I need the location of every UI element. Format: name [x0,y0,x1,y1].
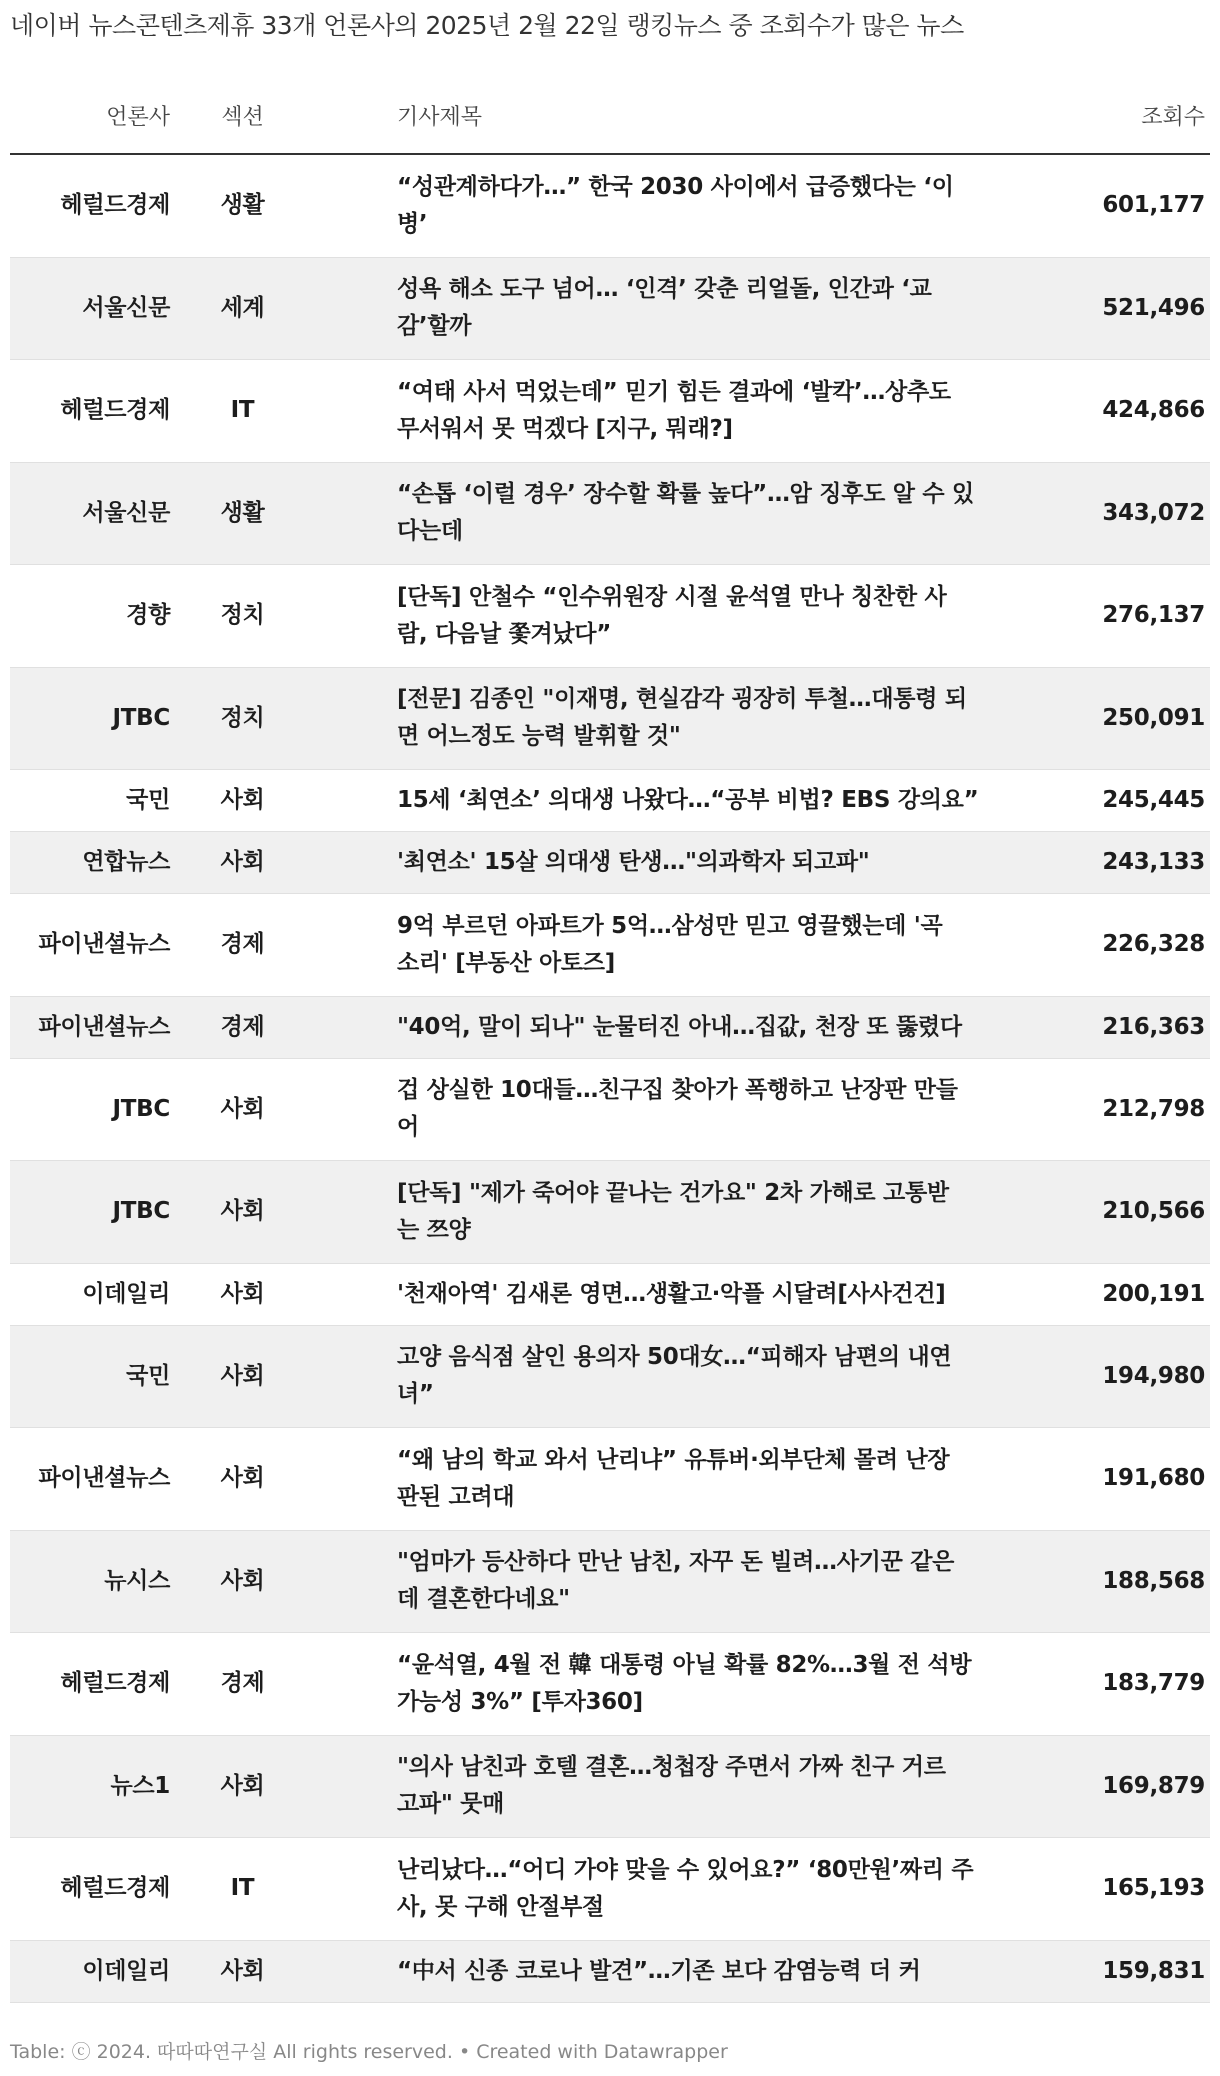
section-cell [210,1264,370,1325]
article-title-line: 람, 다음날 쫓겨났다” [397,620,612,647]
views-cell: 183,779 [1102,1670,1205,1697]
press-cell: 국민 [126,1362,170,1389]
article-title-line: 녀” [397,1381,434,1408]
views-cell: 250,091 [1102,704,1205,731]
table-row [10,1161,1210,1264]
article-title-line: 고양 음식점 살인 용의자 50대女…“피해자 남편의 내연 [397,1344,952,1371]
section-cell [210,997,370,1058]
views-cell: 210,566 [1102,1198,1205,1225]
section-label: 경제 [220,931,265,958]
title-cell [397,1326,1052,1428]
article-title [397,374,951,448]
article-title [397,1442,949,1516]
press-cell: 국민 [126,787,170,813]
views-cell: 188,568 [1102,1567,1205,1594]
article-title-line: “윤석열, 4월 전 韓 대통령 아닐 확률 82%…3월 전 석방 [397,1651,972,1678]
section-label: 사회 [220,849,265,875]
title-cell [397,1264,1052,1325]
article-title-line: [전문] 김종인 "이재명, 현실감각 굉장히 투철…대통령 되 [397,686,967,713]
section-label: 경제 [220,1013,265,1040]
section-label: 사회 [220,1362,265,1389]
table-row [10,1941,1210,2003]
section-label: 사회 [220,1198,265,1225]
table-row [10,997,1210,1059]
press-cell: JTBC [112,704,170,731]
table-header [10,95,1210,155]
article-title-line: “여태 사서 먹었는데” 믿기 힘든 결과에 ‘발칵’…상추도 [397,378,951,405]
article-title-line: 판된 고려대 [397,1483,515,1510]
table-title: 네이버 뉴스콘텐츠제휴 33개 언론사의 2025년 2월 22일 랭킹뉴스 중 조회수가 많은 뉴스 [10,11,964,40]
article-title-line: "의사 남친과 호텔 결혼…청첩장 주면서 가짜 친구 거르 [397,1754,946,1781]
article-title-line: 겁 상실한 10대들…친구집 찾아가 폭행하고 난장판 만들 [397,1077,958,1104]
section-label: 사회 [220,1772,265,1799]
title-cell [397,997,1052,1058]
section-label: 세계 [220,294,265,321]
article-title-line: 데 결혼한다네요" [397,1586,570,1613]
article-title-line: 난리났다…“어디 가야 맞을 수 있어요?” ‘80만원’짜리 주 [397,1856,974,1883]
table-row [10,1326,1210,1429]
section-label: 생활 [220,499,265,526]
views-cell: 169,879 [1102,1772,1205,1799]
section-label: 사회 [220,1567,265,1594]
views-cell: 191,680 [1102,1465,1205,1492]
article-title-line: [단독] 안철수 “인수위원장 시절 윤석열 만나 칭찬한 사 [397,583,947,610]
section-label: IT [230,397,255,424]
press-cell: 파이낸셜뉴스 [38,931,170,958]
press-cell: 이데일리 [82,1957,170,1984]
press-cell: 경향 [126,602,170,629]
column-header-section: 섹션 [221,105,264,130]
article-title [397,1544,954,1618]
article-title [397,579,946,653]
article-title-line: 감’할까 [397,313,472,340]
table-row [10,155,1210,258]
article-title [397,1339,951,1413]
section-cell [210,1941,370,2002]
press-cell: 헤럴드경제 [60,1875,170,1902]
article-title-line: 는 쯔양 [397,1216,471,1243]
section-cell [210,668,370,770]
press-cell: 이데일리 [82,1280,170,1307]
title-cell [397,1941,1052,2002]
title-cell [397,565,1052,667]
views-cell: 159,831 [1102,1957,1205,1984]
table-row [10,832,1210,894]
table-row [10,894,1210,997]
article-title-line: “왜 남의 학교 와서 난리냐” 유튜버·외부단체 몰려 난장 [397,1446,950,1473]
article-title-line: '최연소' 15살 의대생 탄생…"의과학자 되고파" [397,849,870,875]
table-row [10,1838,1210,1941]
article-title [397,169,954,243]
title-cell [397,360,1052,462]
section-label: 사회 [220,1957,265,1984]
table-row [10,360,1210,463]
views-cell: 216,363 [1102,1013,1205,1040]
title-cell [397,155,1052,257]
article-title-line: '천재아역' 김새론 영면…생활고·악플 시달려[사사건건] [397,1280,946,1307]
section-label: 정치 [220,602,265,629]
press-cell: 헤럴드경제 [60,192,170,219]
article-title [397,1953,921,1990]
article-title-line: [단독] "제가 죽어야 끝나는 건가요" 2차 가해로 고통받 [397,1179,949,1206]
views-cell: 200,191 [1102,1280,1205,1307]
article-title [397,782,978,819]
article-title [397,1852,973,1926]
article-title [397,908,942,982]
press-cell: 헤럴드경제 [60,1670,170,1697]
table-row [10,668,1210,771]
table-row [10,1736,1210,1839]
article-title [397,1749,946,1823]
article-title-line: "엄마가 등산하다 만난 남친, 자꾸 돈 빌려…사기꾼 같은 [397,1549,955,1576]
title-cell [397,463,1052,565]
views-cell: 165,193 [1102,1875,1205,1902]
views-cell: 424,866 [1102,397,1205,424]
title-cell [397,258,1052,360]
section-cell [210,832,370,893]
article-title [397,1072,958,1146]
article-title [397,1276,945,1313]
section-cell [210,1736,370,1838]
article-title-line: 병’ [397,210,428,237]
press-cell: 서울신문 [82,499,170,526]
section-label: 경제 [220,1670,265,1697]
article-title-line: "40억, 말이 되나" 눈물터진 아내…집값, 천장 또 뚫렸다 [397,1013,962,1040]
press-cell: 파이낸셜뉴스 [38,1465,170,1492]
section-cell [210,565,370,667]
table-row [10,770,1210,832]
article-title [397,1647,971,1721]
views-cell: 243,133 [1102,849,1205,875]
section-cell [210,1838,370,1940]
article-title [397,1175,949,1249]
section-cell [210,1161,370,1263]
title-cell [397,1838,1052,1940]
table-row [10,1059,1210,1162]
article-title-line: 9억 부르던 아파트가 5억…삼성만 믿고 영끌했는데 '곡 [397,912,943,939]
section-label: 생활 [220,192,265,219]
title-cell [397,1531,1052,1633]
title-cell [397,668,1052,770]
section-label: 사회 [220,1280,265,1307]
title-cell [397,894,1052,996]
article-title-line: 성욕 해소 도구 넘어… ‘인격’ 갖춘 리얼돌, 인간과 ‘교 [397,276,932,303]
views-cell: 194,980 [1102,1362,1205,1389]
title-cell [397,1059,1052,1161]
section-cell [210,894,370,996]
article-title [397,476,974,550]
title-cell [397,1161,1052,1263]
section-cell [210,360,370,462]
section-cell [210,463,370,565]
table-row [10,258,1210,361]
views-cell: 276,137 [1102,602,1205,629]
section-cell [210,1059,370,1161]
article-title-line: 사, 못 구해 안절부절 [397,1893,604,1920]
title-cell [397,1633,1052,1735]
table-row [10,1531,1210,1634]
article-title-line: 다는데 [397,518,463,545]
article-title [397,681,967,755]
section-label: IT [230,1875,255,1902]
article-title-line: 무서워서 못 먹겠다 [지구, 뭐래?] [397,415,733,442]
section-label: 사회 [220,1095,265,1122]
article-title-line: 면 어느정도 능력 발휘할 것" [397,723,681,750]
press-cell: 뉴스1 [110,1772,170,1799]
table-row [10,1428,1210,1531]
article-title-line: 소리' [부동산 아토즈] [397,949,615,976]
press-cell: JTBC [112,1198,170,1225]
title-cell [397,1736,1052,1838]
section-cell [210,770,370,831]
article-title-line: “中서 신종 코로나 발견”…기존 보다 감염능력 더 커 [397,1957,921,1984]
column-header-views: 조회수 [1141,105,1205,130]
table-row [10,1264,1210,1326]
title-cell [397,770,1052,831]
section-cell [210,155,370,257]
ranking-table [10,95,1210,2003]
press-cell: 헤럴드경제 [60,397,170,424]
article-title-line: “성관계하다가…” 한국 2030 사이에서 급증했다는 ‘이 [397,173,954,200]
column-header-press: 언론사 [106,105,170,130]
article-title-line: 가능성 3%” [투자360] [397,1688,643,1715]
press-cell: 파이낸셜뉴스 [38,1013,170,1040]
views-cell: 601,177 [1102,192,1205,219]
article-title [397,271,932,345]
table-row [10,463,1210,566]
table-body [10,155,1210,2003]
table-footer: Table: ⓒ 2024. 따따따연구실 All rights reserved. • Created with Datawrapper [10,2041,728,2063]
column-header-title: 기사제목 [397,105,483,130]
section-cell [210,1531,370,1633]
article-title-line: 고파" 뭇매 [397,1791,505,1818]
title-cell [397,1428,1052,1530]
title-cell [397,832,1052,893]
section-cell [210,1326,370,1428]
article-title-line: 어 [397,1114,419,1141]
table-row [10,1633,1210,1736]
press-cell: 뉴시스 [104,1567,170,1594]
views-cell: 521,496 [1102,294,1205,321]
press-cell: 연합뉴스 [82,849,170,875]
section-cell [210,1633,370,1735]
section-label: 사회 [220,787,265,813]
press-cell: 서울신문 [82,294,170,321]
views-cell: 245,445 [1102,787,1205,813]
article-title-line: “손톱 ‘이럴 경우’ 장수할 확률 높다”…암 징후도 알 수 있 [397,481,974,508]
article-title [397,1009,962,1046]
section-cell [210,258,370,360]
article-title [397,844,869,881]
views-cell: 343,072 [1102,499,1205,526]
article-title-line: 15세 ‘최연소’ 의대생 나왔다…“공부 비법? EBS 강의요” [397,787,979,813]
views-cell: 212,798 [1102,1095,1205,1122]
section-cell [210,1428,370,1530]
table-row [10,565,1210,668]
section-label: 정치 [220,704,265,731]
views-cell: 226,328 [1102,931,1205,958]
press-cell: JTBC [112,1095,170,1122]
section-label: 사회 [220,1465,265,1492]
